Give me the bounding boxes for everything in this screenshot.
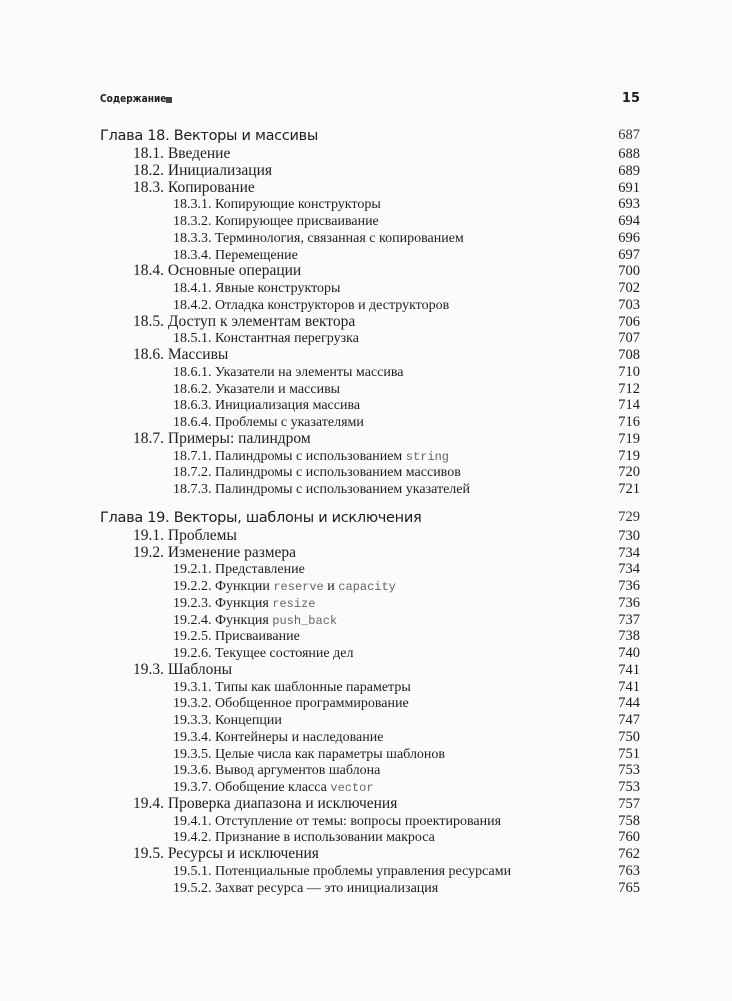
toc-entry-title (100, 780, 374, 795)
toc-page-number: 697 (618, 246, 640, 263)
toc-page-number: 762 (618, 846, 640, 862)
toc-page-number: 760 (618, 829, 640, 846)
code-term: string (405, 449, 450, 464)
toc-page-number: 714 (618, 397, 640, 414)
toc-page-number: 694 (618, 213, 640, 229)
toc-entry (100, 414, 640, 431)
toc-entry-title (100, 730, 383, 745)
toc-entry-title (100, 298, 449, 313)
code-term: vector (330, 781, 374, 795)
toc-entry-title (100, 145, 230, 162)
toc-page-number: 689 (618, 162, 640, 179)
title-text: 19.3. Шаблоны (133, 660, 233, 678)
toc-page-number: 753 (618, 762, 640, 779)
title-text: 18.6.1. Указатели на элементы массива (173, 364, 404, 380)
toc-entry-title (100, 596, 316, 611)
running-header (100, 92, 640, 110)
title-text: 18.7. Примеры: палиндром (133, 429, 311, 447)
title-text: 19.4.1. Отступление от темы: вопросы проектирования (173, 813, 502, 829)
toc-page-number: 719 (618, 430, 640, 447)
toc-entry (100, 364, 640, 381)
toc-page-number: 750 (618, 728, 640, 745)
toc-entry (100, 180, 640, 197)
toc-page-number: 734 (618, 561, 640, 578)
toc-entry-title (100, 214, 379, 229)
toc-page-number: 693 (618, 196, 640, 213)
toc-entry-title (100, 313, 355, 330)
toc-entry (100, 813, 640, 830)
toc-entry-title (100, 814, 501, 829)
toc-entry-title (100, 415, 364, 430)
title-text: 19.2.3. Функция (173, 595, 273, 611)
code-term: capacity (338, 580, 396, 594)
title-text: 18.6.4. Проблемы с указателями (173, 415, 364, 430)
toc-page-number: 744 (618, 695, 640, 712)
toc-page-number: 708 (618, 347, 640, 363)
toc-page-number: 707 (618, 330, 640, 347)
title-text: 18.3.1. Копирующие конструкторы (173, 197, 381, 213)
toc-entry-title (100, 680, 411, 695)
toc-entry-title (100, 331, 359, 346)
toc-page-number: 753 (618, 779, 640, 795)
toc-entry-title (100, 527, 237, 544)
title-text: 18.3.4. Перемещение (173, 247, 298, 263)
title-text: 18.6.2. Указатели и массивы (173, 381, 341, 397)
toc-entry-title (100, 465, 461, 480)
title-text: 19.2.5. Присваивание (173, 629, 300, 645)
title-text: 19.4. Проверка диапазона и исключения (133, 794, 398, 812)
toc-entry-title (100, 845, 319, 862)
toc-page-number: 736 (618, 578, 640, 594)
title-text: 18.4.2. Отладка конструкторов и деструкторов (173, 297, 450, 313)
title-text: Глава 18. Векторы и массивы (100, 128, 319, 144)
toc-entry-title (100, 562, 305, 577)
toc-page-number: 688 (618, 146, 640, 162)
toc-page-number: 700 (618, 263, 640, 280)
toc-entry (100, 796, 640, 813)
toc-entry-title (100, 179, 255, 196)
toc-entry (100, 545, 640, 562)
code-term: resize (272, 596, 316, 611)
toc-entry-title (100, 162, 272, 179)
title-text: 18.3.3. Терминология, связанная с копированием (173, 230, 464, 246)
toc-entry (100, 578, 640, 595)
toc-entry (100, 431, 640, 448)
toc-page-number: 687 (618, 127, 640, 143)
toc-page-number: 696 (618, 229, 640, 246)
toc-page-number: 702 (618, 280, 640, 296)
toc-entry (100, 263, 640, 280)
toc-entry (100, 314, 640, 331)
toc-entry (100, 381, 640, 398)
toc-page-number: 741 (618, 678, 640, 695)
title-text: 19.4.2. Признание в использовании макроса (173, 830, 435, 846)
toc-entry (100, 146, 640, 163)
toc-entry-title (100, 382, 340, 397)
toc-entry (100, 662, 640, 679)
title-text: 19.2.4. Функция (173, 612, 273, 628)
toc-entry (100, 846, 640, 863)
toc-entry (100, 280, 640, 297)
toc-entry-title (100, 197, 381, 212)
toc-page-number: 706 (618, 313, 640, 330)
title-text: 19.3.3. Концепции (173, 713, 282, 728)
toc-page-number: 737 (618, 611, 640, 628)
title-text: 19.3.4. Контейнеры и наследование (173, 729, 384, 745)
toc-entry-title (100, 544, 296, 561)
toc-entry (100, 464, 640, 481)
title-text: 19.2.2. Функции (173, 579, 274, 594)
toc-entry-title (100, 629, 300, 644)
toc-entry (100, 347, 640, 364)
title-text: 18.7.3. Палиндромы с использованием указателей (173, 482, 470, 497)
toc-entry (100, 330, 640, 347)
toc-chapter (100, 508, 640, 527)
toc-entry-title (100, 795, 397, 812)
table-of-contents (100, 126, 640, 896)
toc-entry-title (100, 346, 228, 363)
title-text: Глава 19. Векторы, шаблоны и исключения (100, 509, 422, 526)
toc-entry-title (100, 128, 318, 144)
title-text: 18.5.1. Константная перегрузка (173, 331, 359, 347)
toc-entry-title (100, 398, 360, 413)
toc-entry-title (100, 661, 232, 678)
code-term: reserve (273, 580, 324, 594)
toc-entry (100, 762, 640, 779)
toc-entry (100, 481, 640, 498)
toc-page-number: 734 (618, 544, 640, 561)
toc-chapter (100, 126, 640, 145)
toc-entry (100, 397, 640, 414)
title-text: 18.2. Инициализация (133, 161, 273, 179)
toc-entry-title (100, 763, 380, 778)
toc-entry-title (100, 281, 340, 296)
title-text: 18.3.2. Копирующее присваивание (173, 214, 379, 229)
toc-entry-title (100, 449, 449, 464)
title-text: 18.5. Доступ к элементам вектора (133, 312, 356, 330)
toc-entry (100, 595, 640, 612)
toc-page-number: 720 (618, 464, 640, 481)
code-term: push_back (272, 613, 338, 628)
title-text: 18.7.1. Палиндромы с использованием (173, 448, 406, 464)
toc-entry (100, 230, 640, 247)
title-text: 19.2.6. Текущее состояние дел (173, 646, 354, 661)
toc-entry (100, 695, 640, 712)
title-text: 18.6. Массивы (133, 346, 229, 363)
toc-entry (100, 448, 640, 465)
title-text: 19.5. Ресурсы и исключения (133, 845, 319, 862)
toc-entry (100, 297, 640, 314)
toc-entry (100, 779, 640, 796)
toc-entry-title (100, 613, 337, 628)
toc-entry-title (100, 747, 445, 762)
title-text: 19.3.7. Обобщение класса (173, 780, 331, 795)
toc-page-number: 730 (618, 527, 640, 544)
toc-page-number: 721 (618, 481, 640, 497)
toc-entry (100, 645, 640, 662)
title-text: 18.1. Введение (133, 145, 231, 162)
toc-entry-title (100, 365, 403, 380)
toc-page-number: 757 (618, 795, 640, 812)
toc-page-number: 719 (618, 447, 640, 464)
toc-entry (100, 247, 640, 264)
toc-entry (100, 561, 640, 578)
toc-page-number: 763 (618, 862, 640, 879)
toc-entry (100, 163, 640, 180)
toc-entry-title (100, 830, 435, 845)
toc-entry-title (100, 646, 353, 661)
toc-entry-title (100, 864, 511, 879)
title-text: 18.6.3. Инициализация массива (173, 398, 361, 414)
toc-entry (100, 746, 640, 763)
toc-page-number: 751 (618, 745, 640, 762)
toc-entry-title (100, 482, 470, 497)
running-header-title: Содержание (100, 92, 167, 105)
title-text: 19.2.1. Представление (173, 562, 305, 578)
toc-page-number: 703 (618, 296, 640, 313)
toc-entry (100, 628, 640, 645)
toc-entry-title (100, 262, 301, 279)
toc-page-number: 736 (618, 594, 640, 611)
title-text: 19.2. Изменение размера (133, 543, 297, 561)
toc-page-number: 710 (618, 363, 640, 380)
toc-entry-title (100, 881, 438, 896)
toc-entry (100, 829, 640, 846)
title-text: 19.1. Проблемы (133, 526, 237, 544)
toc-entry (100, 863, 640, 880)
toc-entry-title (100, 510, 421, 526)
toc-entry-title (100, 430, 311, 447)
title-text: 19.5.1. Потенциальные проблемы управления ресурсами (173, 863, 512, 879)
toc-entry (100, 712, 640, 729)
title-text: 19.3.1. Типы как шаблонные параметры (173, 679, 411, 695)
toc-page-number: 691 (618, 179, 640, 196)
toc-entry (100, 729, 640, 746)
toc-entry-title (100, 696, 409, 711)
title-text: 19.3.6. Вывод аргументов шаблона (173, 763, 381, 779)
toc-entry-title (100, 248, 298, 263)
toc-page-number: 741 (618, 661, 640, 678)
toc-page-number: 740 (618, 645, 640, 661)
title-text: 19.3.5. Целые числа как параметры шаблонов (173, 746, 446, 762)
title-text: 18.4. Основные операции (133, 262, 302, 280)
toc-entry (100, 213, 640, 230)
toc-page-number: 712 (618, 380, 640, 397)
toc-entry (100, 196, 640, 213)
title-text: 19.3.2. Обобщенное программирование (173, 696, 409, 712)
toc-entry-title (100, 579, 396, 594)
title-text: 18.4.1. Явные конструкторы (173, 281, 341, 296)
square-bullet-icon (166, 97, 172, 103)
toc-page-number: 747 (618, 712, 640, 728)
title-text: 19.5.2. Захват ресурса — это инициализация (173, 880, 439, 896)
title-text: 18.7.2. Палиндромы с использованием массивов (173, 465, 461, 481)
title-text: 18.3. Копирование (133, 178, 255, 196)
toc-entry-title (100, 713, 282, 728)
toc-page-number: 765 (618, 879, 640, 896)
page-number: 15 (621, 91, 640, 106)
toc-entry (100, 880, 640, 897)
toc-entry-title (100, 231, 464, 246)
toc-entry (100, 528, 640, 545)
toc-page-number: 716 (618, 414, 640, 430)
toc-entry (100, 679, 640, 696)
toc-page-number: 729 (618, 508, 640, 525)
toc-page-number: 738 (618, 628, 640, 645)
toc-page-number: 758 (618, 812, 640, 829)
toc-entry (100, 612, 640, 629)
title-text: и (323, 579, 339, 594)
